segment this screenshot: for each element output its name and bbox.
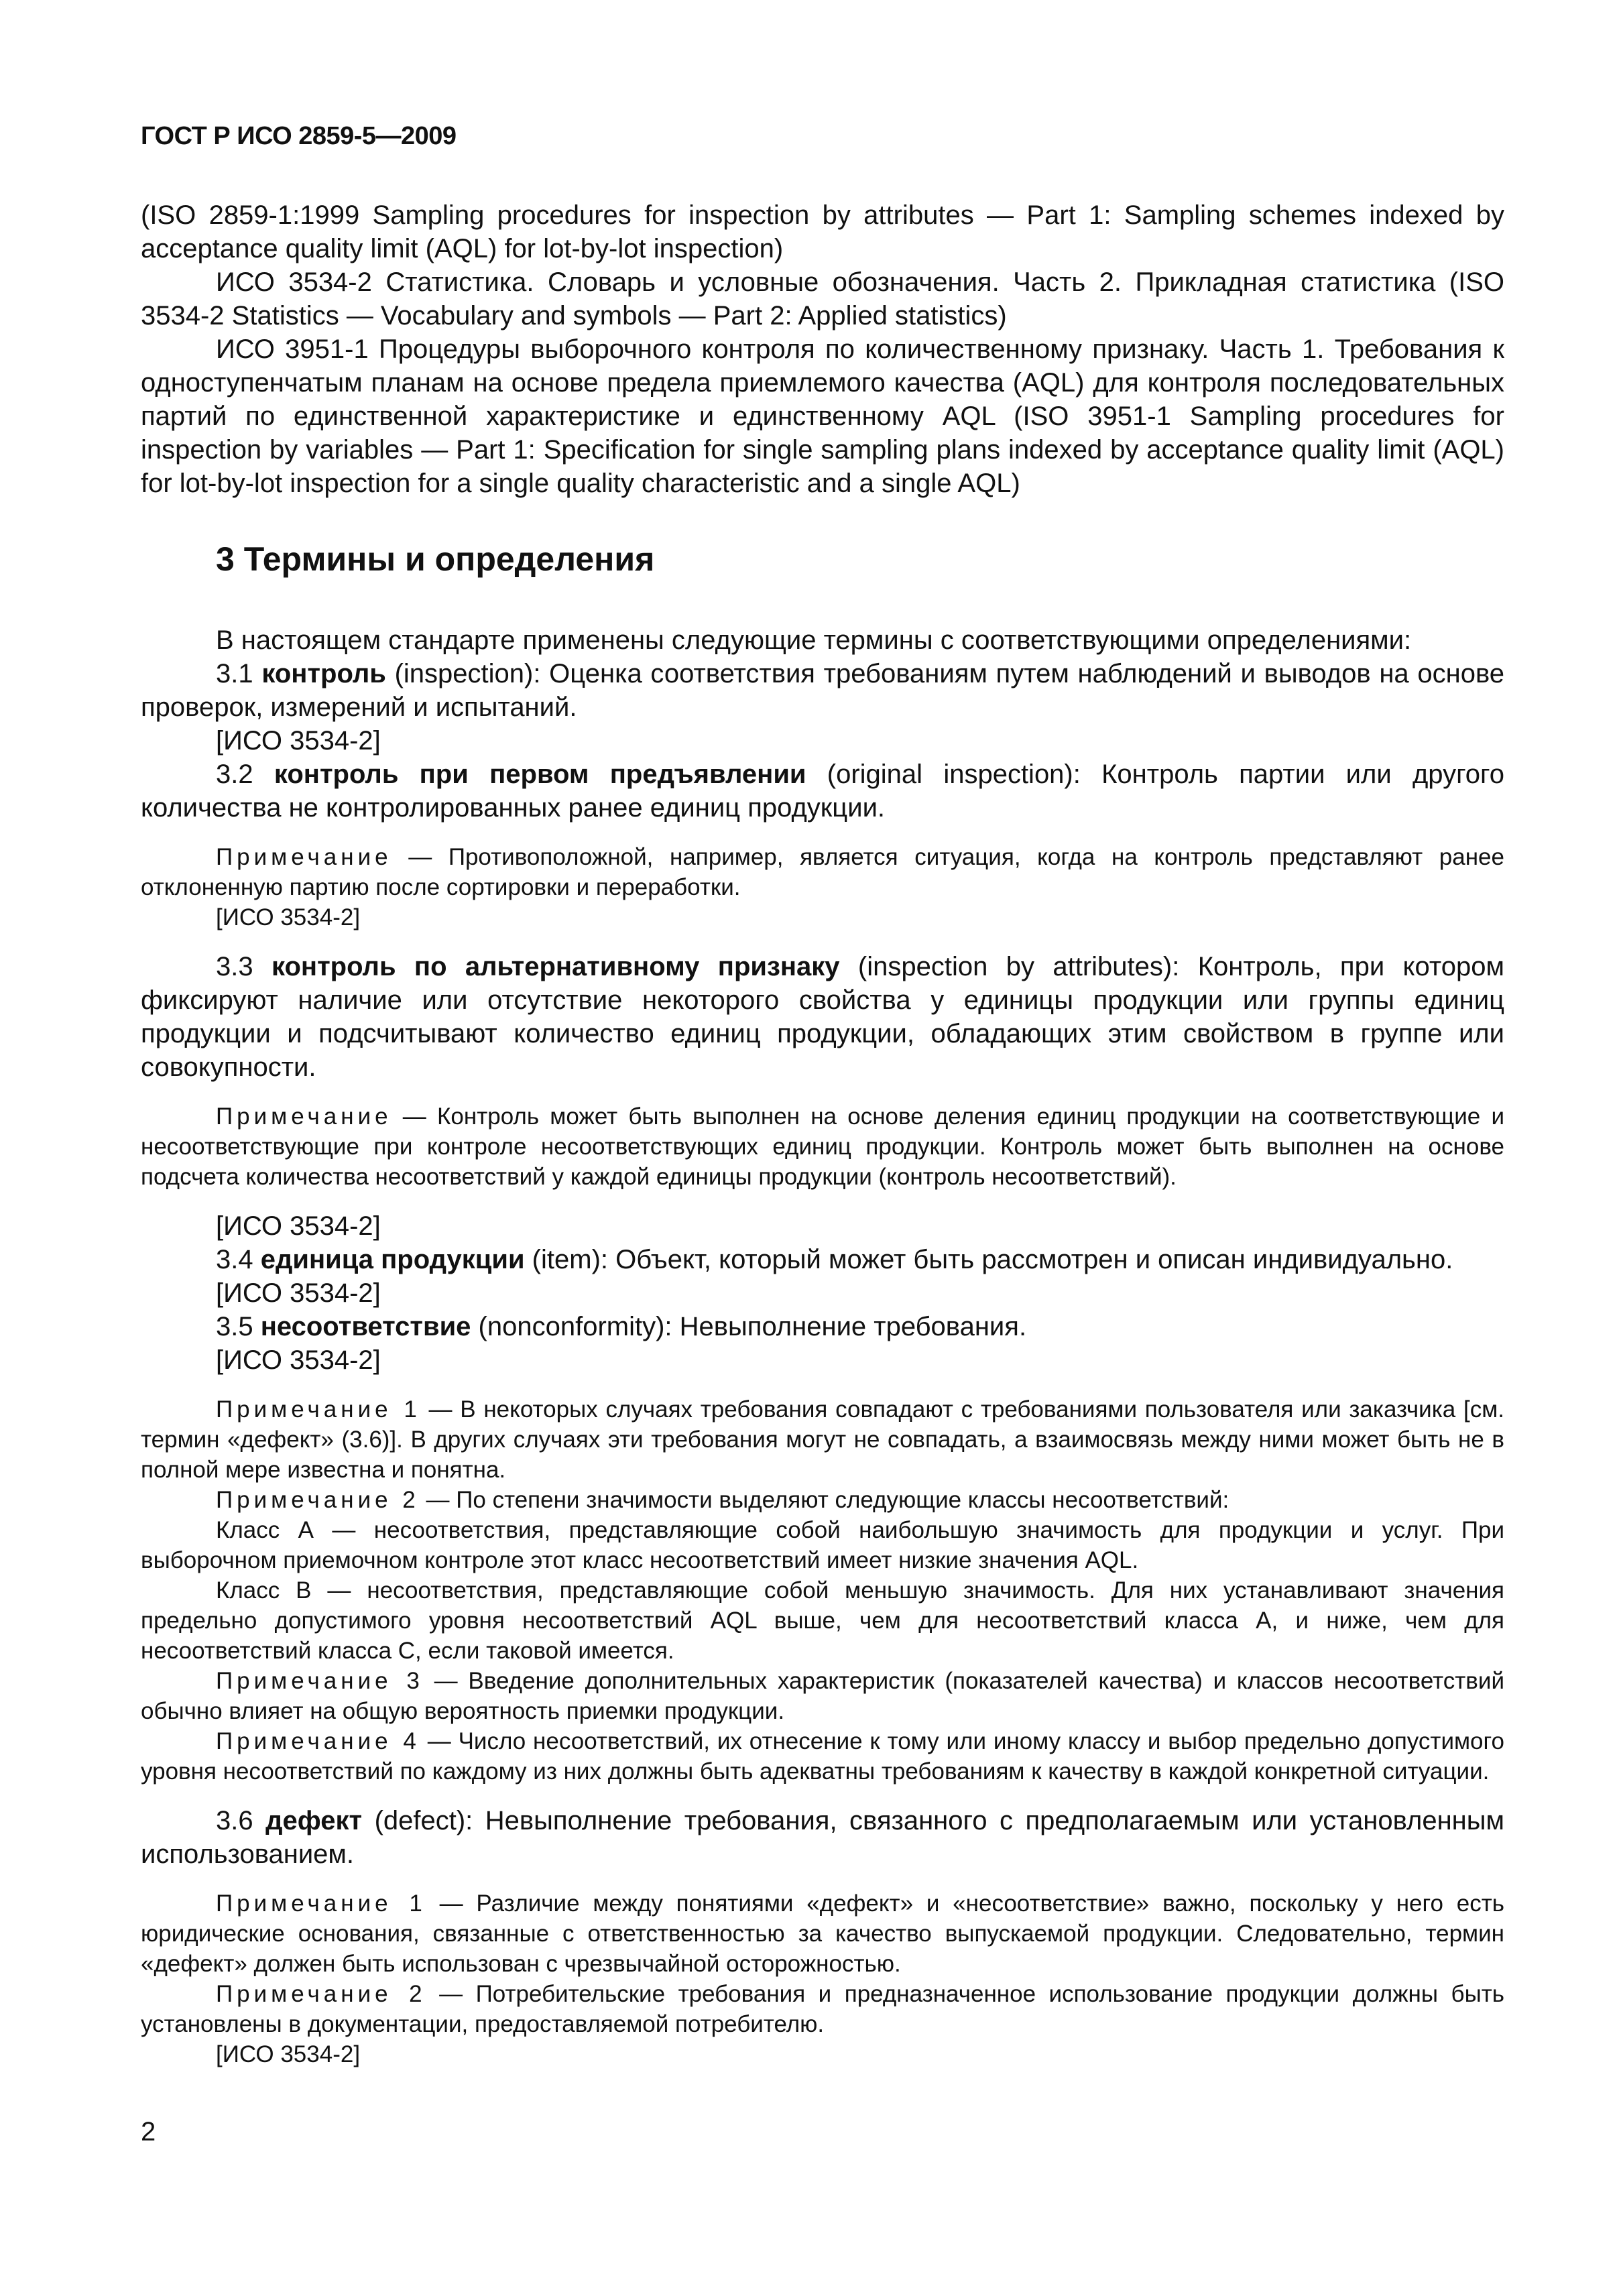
section-title: 3 Термины и определения bbox=[216, 540, 655, 578]
standard-id-header: ГОСТ Р ИСО 2859-5—2009 bbox=[141, 122, 457, 150]
term-name: дефект bbox=[265, 1806, 363, 1835]
term-name: единица продукции bbox=[260, 1245, 525, 1274]
source-reference: [ИСО 3534-2] bbox=[216, 2041, 361, 2067]
term-definition: (defect): Невыполнение требования, связанного с предполагаемым или установленным использованием. bbox=[141, 1806, 1504, 1869]
note-label: Примечание bbox=[216, 844, 392, 870]
term-definition-3-5 bbox=[141, 1310, 1504, 1343]
term-number: 3.6 bbox=[216, 1806, 253, 1835]
term-definition: (nonconformity): Невыполнение требования. bbox=[471, 1312, 1027, 1341]
term-definition: (inspection): Оценка соответствия требованиям путем наблюдений и выводов на основе проверок, измерений и испытаний. bbox=[141, 659, 1504, 722]
term-definition-3-6 bbox=[141, 1804, 1504, 1871]
term-definition: (item): Объект, который может быть рассмотрен и описан индивидуально. bbox=[524, 1245, 1453, 1274]
term-definition-3-3 bbox=[141, 950, 1504, 1084]
source-reference: [ИСО 3534-2] bbox=[216, 1278, 381, 1308]
note-text: — Число несоответствий, их отнесение к тому или иному классу и выбор предельно допустимого уровня несоответствий по каждому из них должны быть адекватны требованиям к качеству в каждой конкретной ситуации. bbox=[141, 1728, 1504, 1785]
note-3-6-1 bbox=[141, 1888, 1504, 1979]
term-definition-3-1 bbox=[141, 657, 1504, 724]
term-number: 3.1 bbox=[216, 659, 253, 688]
note-label: Примечание 3 bbox=[216, 1668, 424, 1694]
note-label: Примечание bbox=[216, 1103, 392, 1130]
note-text: — Введение дополнительных характеристик (показателей качества) и классов несоответствий обычно влияет на общую вероятность приемки продукции. bbox=[141, 1668, 1505, 1724]
term-number: 3.3 bbox=[216, 952, 253, 981]
source-reference: [ИСО 3534-2] bbox=[216, 1345, 381, 1375]
page-number: 2 bbox=[141, 2117, 156, 2147]
note-3-5-4 bbox=[141, 1726, 1504, 1787]
term-definition-3-2 bbox=[141, 758, 1504, 825]
note-label: Примечание 2 bbox=[216, 1981, 426, 2007]
note-label: Примечание 1 bbox=[216, 1890, 426, 1917]
term-name: контроль при первом предъявлении bbox=[274, 760, 806, 789]
reference-iso-2859-1: (ISO 2859-1:1999 Sampling procedures for inspection by attributes — Part 1: Sampling schemes indexed by acceptance quality limit (AQL) for lot-by-lot inspection) bbox=[141, 200, 1504, 263]
note-label: Примечание 1 bbox=[216, 1396, 421, 1423]
class-a-description: Класс А — несоответствия, представляющие собой наибольшую значимость для продукции и услуг. При выборочном приемочном контроле этот класс несоответствий имеет низкие значения AQL. bbox=[141, 1517, 1504, 1573]
source-reference: [ИСО 3534-2] bbox=[216, 1211, 381, 1241]
term-name: контроль bbox=[261, 659, 386, 688]
note-text: — Различие между понятиями «дефект» и «несоответствие» важно, поскольку у него есть юридические основания, связанные с ответственностью за качество выпускаемой продукции. Следовательно, термин «дефект» должен быть использован с чрезвычайной осторожностью. bbox=[141, 1890, 1504, 1977]
note-text: — Потребительские требования и предназначенное использование продукции должны быть установлены в документации, предоставляемой потребителю. bbox=[141, 1981, 1505, 2037]
term-number: 3.4 bbox=[216, 1245, 253, 1274]
note-text: — В некоторых случаях требования совпадают с требованиями пользователя или заказчика [см. термин «дефект» (3.6)]. В других случаях эти требования могут не совпадать, а взаимосвязь между ними может быть не в полной мере известна и понятна. bbox=[141, 1396, 1504, 1483]
section-intro: В настоящем стандарте применены следующие термины с соответствующими определениями: bbox=[216, 625, 1412, 655]
note-3-5-3 bbox=[141, 1666, 1504, 1726]
note-text: — Контроль может быть выполнен на основе деления единиц продукции на соответствующие и несоответствующие при контроле несоответствующих единиц продукции. Контроль может быть выполнен на основе подсчета количества несоответствий у каждой единицы продукции (контроль несоответствий). bbox=[141, 1103, 1504, 1190]
term-number: 3.2 bbox=[216, 760, 253, 789]
note-3-5-2 bbox=[141, 1485, 1504, 1515]
reference-iso-3534-2: ИСО 3534-2 Статистика. Словарь и условные обозначения. Часть 2. Прикладная статистика (ISO 3534-2 Statistics — Vocabulary and symbols — Part 2: Applied statistics) bbox=[141, 267, 1504, 330]
term-number: 3.5 bbox=[216, 1312, 253, 1341]
term-name: контроль по альтернативному признаку bbox=[271, 952, 840, 981]
term-definition-3-4 bbox=[141, 1243, 1504, 1276]
note-3-6-2 bbox=[141, 1979, 1504, 2039]
source-reference: [ИСО 3534-2] bbox=[216, 726, 381, 756]
note-label: Примечание 4 bbox=[216, 1728, 420, 1754]
note-text: — Противоположной, например, является ситуация, когда на контроль представляют ранее отклоненную партию после сортировки и переработки. bbox=[141, 844, 1504, 900]
source-reference: [ИСО 3534-2] bbox=[216, 904, 361, 930]
term-definition: (original inspection): Контроль партии или другого количества не контролированных ранее единиц продукции. bbox=[141, 760, 1505, 823]
page-content bbox=[141, 198, 1504, 2069]
class-b-description: Класс В — несоответствия, представляющие собой меньшую значимость. Для них устанавливают значения предельно допустимого уровня несоответствий AQL выше, чем для несоответствий класса А, и ниже, чем для несоответствий класса С, если таковой имеется. bbox=[141, 1577, 1504, 1664]
note-3-5-1 bbox=[141, 1394, 1504, 1485]
note-text: — По степени значимости выделяют следующие классы несоответствий: bbox=[419, 1487, 1229, 1513]
note-3-2 bbox=[141, 842, 1504, 902]
reference-iso-3951-1: ИСО 3951-1 Процедуры выборочного контроля по количественному признаку. Часть 1. Требования к одноступенчатым планам на основе предела приемлемого качества (AQL) для контроля последовательных партий по единственной характеристике и единственному AQL (ISO 3951-1 Sampling procedures for inspection by variables — Part 1: Specification for single sampling plans indexed by acceptance quality limit (AQL) for lot-by-lot inspection for a single quality characteristic and a single AQL) bbox=[141, 335, 1504, 498]
note-label: Примечание 2 bbox=[216, 1487, 420, 1513]
term-definition: (inspection by attributes): Контроль, при котором фиксируют наличие или отсутствие некоторого свойства у единицы продукции или группы единиц продукции и подсчитывают количество единиц продукции, обладающих этим свойством в группе или совокупности. bbox=[141, 952, 1504, 1082]
term-name: несоответствие bbox=[260, 1312, 471, 1341]
note-3-3 bbox=[141, 1101, 1504, 1192]
